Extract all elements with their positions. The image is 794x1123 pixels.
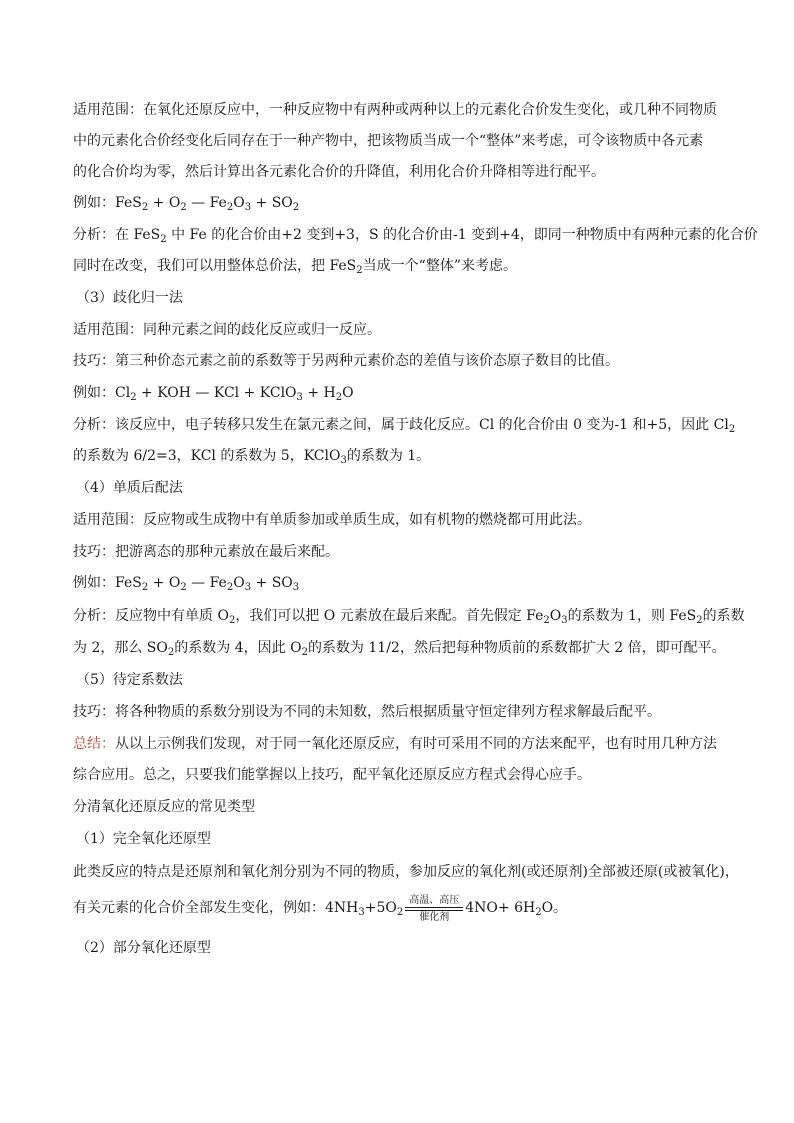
formula: + O [148, 195, 181, 211]
paragraph-line [73, 256, 734, 276]
formula: O [233, 575, 245, 591]
text: 例如： [73, 195, 115, 211]
example-equation-3 [73, 573, 734, 593]
text: 从以上示例我们发现，对于同一氧化还原反应，有时可采用不同的方法来配平，也有时用几种方法 [115, 736, 717, 752]
equals-bar [405, 907, 463, 908]
section-heading [76, 288, 734, 308]
paragraph-line [73, 162, 734, 182]
text: 的系数为 1。 [346, 448, 431, 464]
text: 的系数为 4，因此 O [174, 640, 302, 656]
text: 适用范围：反应物或生成物中有单质参加或单质生成，如有机物的燃烧都可用此法。 [73, 512, 591, 528]
formula: + SO [251, 195, 293, 211]
text: 综合应用。总之，只要我们能掌握以上技巧，配平氧化还原反应方程式会得心应手。 [73, 767, 591, 783]
subscript: 2 [728, 424, 736, 435]
subscript: 2 [696, 615, 703, 626]
text: 的系数为 11/2，然后把每种物质前的系数都扩大 2 倍，即可配平。 [307, 640, 726, 656]
text: 当成一个“整体”来考虑。 [362, 258, 517, 274]
subscript: 2 [335, 392, 343, 403]
subscript: 2 [396, 907, 404, 918]
text: 的系数为 6/2=3，KCl 的系数为 5，KClO [73, 448, 341, 464]
reaction-equation-line [73, 895, 734, 923]
subscript: 3 [358, 907, 365, 918]
subscript: 3 [296, 392, 303, 403]
text: 技巧：第三种价态元素之前的系数等于另两种元素价态的差值与该价态原子数目的比值。 [73, 353, 619, 369]
subscript: 3 [244, 202, 252, 213]
text: 例如： [73, 575, 115, 591]
paragraph-line [73, 862, 739, 882]
equals-bar [405, 910, 463, 911]
subscript: 3 [244, 582, 252, 593]
section-title [73, 797, 734, 817]
section-heading [76, 670, 734, 690]
subscript: 2 [535, 907, 542, 918]
text: O [549, 608, 562, 624]
condition-top: 高温、高压 [409, 895, 460, 906]
subscript: 3 [292, 582, 300, 593]
paragraph-line [73, 542, 734, 562]
subscript: 2 [160, 234, 167, 245]
text: （5）待定系数法 [76, 672, 183, 688]
formula: — Fe [186, 195, 227, 211]
paragraph-line [73, 351, 734, 371]
paragraph-line [73, 131, 734, 151]
formula: FeS [115, 195, 142, 211]
text: 有关元素的化合价全部发生变化，例如：4NH [73, 900, 359, 916]
text: 例如： [73, 385, 115, 401]
example-equation-2 [73, 383, 734, 403]
paragraph-line [73, 606, 745, 626]
text: O。 [541, 900, 568, 916]
subscript: 2 [167, 647, 175, 658]
subscript: 3 [340, 455, 347, 466]
paragraph-line [73, 510, 734, 530]
subscript: 2 [228, 615, 236, 626]
subscript: 3 [561, 615, 568, 626]
text: 为 2，那么 SO [73, 640, 168, 656]
text: 分析：该反应中，电子转移只发生在氯元素之间，属于歧化反应。Cl 的化合价由 0 变为-1 和+5，因此 Cl [73, 417, 729, 433]
subscript: 2 [301, 647, 308, 658]
text: 中的元素化合价经变化后同存在于一种产物中，把该物质当成一个“整体”来考虑，可令该物质中各元素 [73, 133, 704, 149]
formula: O [342, 385, 354, 401]
subscript: 2 [141, 582, 149, 593]
summary-line [73, 734, 734, 754]
section-heading [76, 938, 734, 958]
formula: + H [302, 385, 336, 401]
text: 分清氧化还原反应的常见类型 [73, 799, 255, 815]
text: 中 Fe 的化合价由+2 变到+3，S 的化合价由-1 变到+4，即同一种物质中有两种元素的化合价 [166, 227, 758, 243]
paragraph-line [73, 638, 734, 658]
paragraph-line [73, 100, 734, 120]
subscript: 2 [356, 265, 363, 276]
subscript: 2 [141, 202, 149, 213]
paragraph-line [73, 702, 734, 722]
text: （1）完全氧化还原型 [76, 831, 211, 847]
formula: FeS [115, 575, 142, 591]
text: 适用范围：在氧化还原反应中，一种反应物中有两种或两种以上的元素化合价发生变化，或几种不同物质 [73, 102, 717, 118]
text: ，我们可以把 O 元素放在最后来配。首先假定 Fe [235, 608, 544, 624]
formula: + SO [251, 575, 293, 591]
text: 同时在改变，我们可以用整体总价法，把 FeS [73, 258, 357, 274]
text: 的系数为 1，则 FeS [567, 608, 697, 624]
text: +5O [364, 900, 397, 916]
formula: O [233, 195, 245, 211]
subscript: 2 [226, 582, 234, 593]
subscript: 2 [543, 615, 550, 626]
paragraph-line [73, 225, 758, 245]
subscript: 2 [180, 202, 187, 213]
subscript: 2 [292, 202, 300, 213]
subscript: 2 [130, 392, 137, 403]
text: （4）单质后配法 [76, 480, 183, 496]
text: 此类反应的特点是还原剂和氧化剂分别为不同的物质，参加反应的氧化剂(或还原剂)全部被还原(或被氧化)， [73, 864, 739, 880]
paragraph-line [73, 320, 734, 340]
reaction-condition-equals [405, 895, 463, 923]
summary-label: 总结： [73, 736, 115, 752]
subscript: 2 [226, 202, 234, 213]
text: 适用范围：同种元素之间的歧化反应或归一反应。 [73, 322, 381, 338]
section-heading [76, 829, 734, 849]
subscript: 2 [180, 582, 187, 593]
example-equation-1 [73, 193, 734, 213]
paragraph-line [73, 446, 734, 466]
paragraph-line [73, 765, 734, 785]
formula: — Fe [186, 575, 227, 591]
text: 的系数 [702, 608, 745, 624]
section-heading [76, 478, 734, 498]
formula: + KOH — KCl + KClO [136, 385, 297, 401]
text: （3）歧化归一法 [76, 290, 183, 306]
formula: + O [148, 575, 181, 591]
text: 分析：反应物中有单质 O [73, 608, 229, 624]
paragraph-line [73, 415, 734, 435]
text: 技巧：把游离态的那种元素放在最后来配。 [73, 544, 339, 560]
text: 4NO+ 6H [465, 900, 536, 916]
condition-bottom: 催化剂 [419, 912, 450, 923]
text: 分析：在 FeS [73, 227, 161, 243]
text: 技巧：将各种物质的系数分别设为不同的未知数，然后根据质量守恒定律列方程求解最后配平。 [73, 704, 661, 720]
text: 的化合价均为零，然后计算出各元素化合价的升降值，利用化合价升降相等进行配平。 [73, 164, 605, 180]
formula: Cl [115, 385, 131, 401]
text: （2）部分氧化还原型 [76, 940, 211, 956]
